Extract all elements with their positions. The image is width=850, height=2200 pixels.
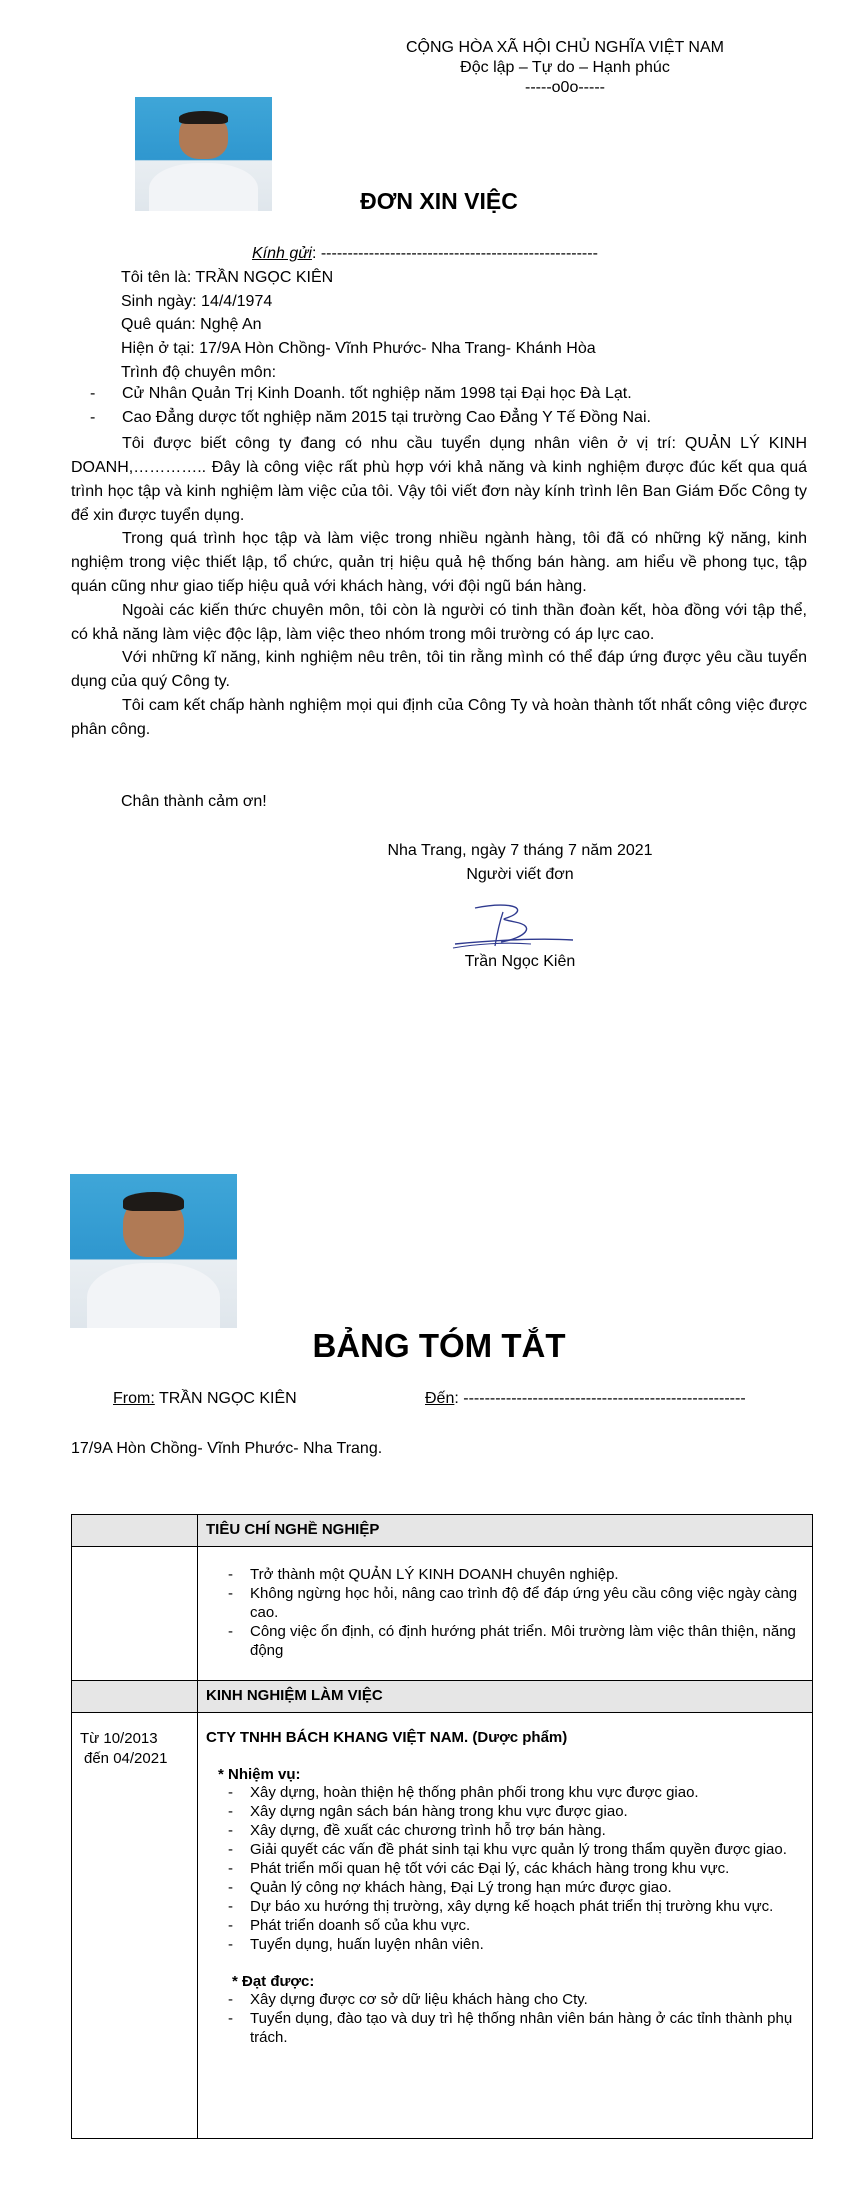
qualification-label: Trình độ chuyên môn: — [121, 364, 277, 381]
list-item: - Xây dựng được cơ sở dữ liệu khách hàng cho Cty. — [224, 1990, 804, 2009]
letter-title: ĐƠN XIN VIỆC — [360, 188, 518, 214]
list-item: - Phát triển doanh số của khu vực. — [224, 1916, 804, 1935]
name-line: Tôi tên là: TRẦN NGỌC KIÊN — [121, 269, 334, 286]
place-date: Nha Trang, ngày 7 tháng 7 năm 2021 — [387, 842, 653, 859]
duties-label: * Nhiệm vụ: — [218, 1766, 301, 1783]
period-from: Từ 10/2013 — [80, 1730, 158, 1747]
signer-label: Người viết đơn — [466, 866, 574, 883]
career-goals-list — [224, 1565, 804, 1660]
list-item: - Xây dựng, đề xuất các chương trình hỗ trợ bán hàng. — [224, 1821, 804, 1840]
summary-table — [71, 1514, 813, 2139]
achievements-label: * Đạt được: — [232, 1973, 315, 1990]
to-value: : ---------------------------------------------------- — [311, 245, 598, 262]
career-goals-header: TIÊU CHÍ NGHỀ NGHIỆP — [198, 1515, 813, 1547]
nation-motto: Độc lập – Tự do – Hạnh phúc — [460, 59, 670, 76]
list-item: - Trở thành một QUẢN LÝ KINH DOANH chuyên nghiệp. — [224, 1565, 804, 1584]
address-line: Hiện ở tại: 17/9A Hòn Chồng- Vĩnh Phước- Nha Trang- Khánh Hòa — [121, 340, 596, 357]
achievements-list — [206, 1990, 804, 2047]
paragraph-commitment: Tôi cam kết chấp hành nghiệm mọi qui định của Công Ty và hoàn thành tốt nhất công việc được phân công. — [71, 697, 807, 738]
from-value: TRẦN NGỌC KIÊN — [154, 1390, 297, 1407]
list-item: - Công việc ổn định, có định hướng phát triển. Môi trường làm việc thân thiện, năng động — [224, 1622, 804, 1660]
signer-name: Trần Ngọc Kiên — [464, 953, 576, 970]
list-item: - Quản lý công nợ khách hàng, Đại Lý trong hạn mức được giao. — [224, 1878, 804, 1897]
period-to: đến 04/2021 — [84, 1750, 168, 1767]
duties-list — [206, 1783, 804, 1954]
section-header-row — [72, 1681, 813, 1713]
list-item: - Phát triển mối quan hệ tốt với các Đại lý, các khách hàng trong khu vực. — [224, 1859, 804, 1878]
summary-address: 17/9A Hòn Chồng- Vĩnh Phước- Nha Trang. — [71, 1440, 383, 1457]
list-item: - Xây dựng ngân sách bán hàng trong khu vực được giao. — [224, 1802, 804, 1821]
paragraph-position: Tôi được biết công ty đang có nhu cầu tuyển dụng nhân viên ở vị trí: QUẢN LÝ KINH DOANH,………….. Đây là công việc rất phù hợp với khả năng và kinh nghiệm được đúc kết qua quá trình học tập và kinh nghiệm làm việc của tôi. Vậy tôi viết đơn này kính trình lên Ban Giám Đốc Công ty để xin được tuyển dụng. — [71, 435, 807, 524]
paragraph-confidence: Với những kĩ năng, kinh nghiệm nêu trên, tôi tin rằng mình có thể đáp ứng được yêu cầu tuyển dụng của quý Công ty. — [71, 649, 807, 690]
list-item: - Tuyển dụng, đào tạo và duy trì hệ thống nhân viên bán hàng ở các tỉnh thành phụ trách. — [224, 2009, 804, 2047]
from-label: From: — [113, 1390, 155, 1407]
home-line: Quê quán: Nghệ An — [121, 316, 262, 333]
paragraph-experience: Trong quá trình học tập và làm việc trong nhiều ngành hàng, tôi đã có những kỹ năng, kinh nghiệm trong việc thiết lập, tổ chức, quản trị hiệu quả hệ thống bán hàng. am hiểu về phong tục, tập quán cũng như giao tiếp hiệu quả với khách hàng, với đội ngũ bán hàng. — [71, 530, 807, 595]
qualification-item: Cao Đẳng dược tốt nghiệp năm 2015 tại trường Cao Đẳng Y Tế Đồng Nai. — [122, 409, 651, 426]
work-experience-header: KINH NGHIỆM LÀM VIỆC — [198, 1681, 813, 1713]
nation-title: CỘNG HÒA XÃ HỘI CHỦ NGHĨA VIỆT NAM — [406, 39, 724, 56]
list-item: - Tuyển dụng, huấn luyện nhân viên. — [224, 1935, 804, 1954]
career-goals-row — [72, 1547, 813, 1681]
qualification-item: Cử Nhân Quản Trị Kinh Doanh. tốt nghiệp năm 1998 tại Đại học Đà Lạt. — [122, 385, 632, 402]
company-name: CTY TNHH BÁCH KHANG VIỆT NAM. (Dược phẩm) — [206, 1729, 568, 1746]
header-ornament: -----o0o----- — [525, 79, 605, 96]
thanks-line: Chân thành cảm ơn! — [121, 793, 267, 810]
to-label: Kính gửi — [252, 245, 312, 262]
recipient-value: : ----------------------------------------------------- — [454, 1390, 746, 1407]
birth-line: Sinh ngày: 14/4/1974 — [121, 293, 273, 310]
paragraph-skills: Ngoài các kiến thức chuyên môn, tôi còn là người có tinh thần đoàn kết, hòa đồng với tập thể, có khả năng làm việc độc lập, làm việc theo nhóm trong môi trường có áp lực cao. — [71, 602, 807, 643]
summary-title: BẢNG TÓM TẮT — [312, 1327, 566, 1364]
work-experience-row — [72, 1713, 813, 2139]
signature — [445, 900, 585, 954]
recipient-label: Đến — [425, 1390, 455, 1407]
list-item: - Xây dựng, hoàn thiện hệ thống phân phối trong khu vực được giao. — [224, 1783, 804, 1802]
list-item: - Giải quyết các vấn đề phát sinh tại khu vực quản lý trong thẩm quyền được giao. — [224, 1840, 804, 1859]
section-header-row — [72, 1515, 813, 1547]
list-item: - Không ngừng học hỏi, nâng cao trình độ để đáp ứng yêu cầu công việc ngày càng cao. — [224, 1584, 804, 1622]
list-item: - Dự báo xu hướng thị trường, xây dựng kế hoạch phát triển thị trường khu vực. — [224, 1897, 804, 1916]
applicant-photo — [70, 1174, 237, 1328]
